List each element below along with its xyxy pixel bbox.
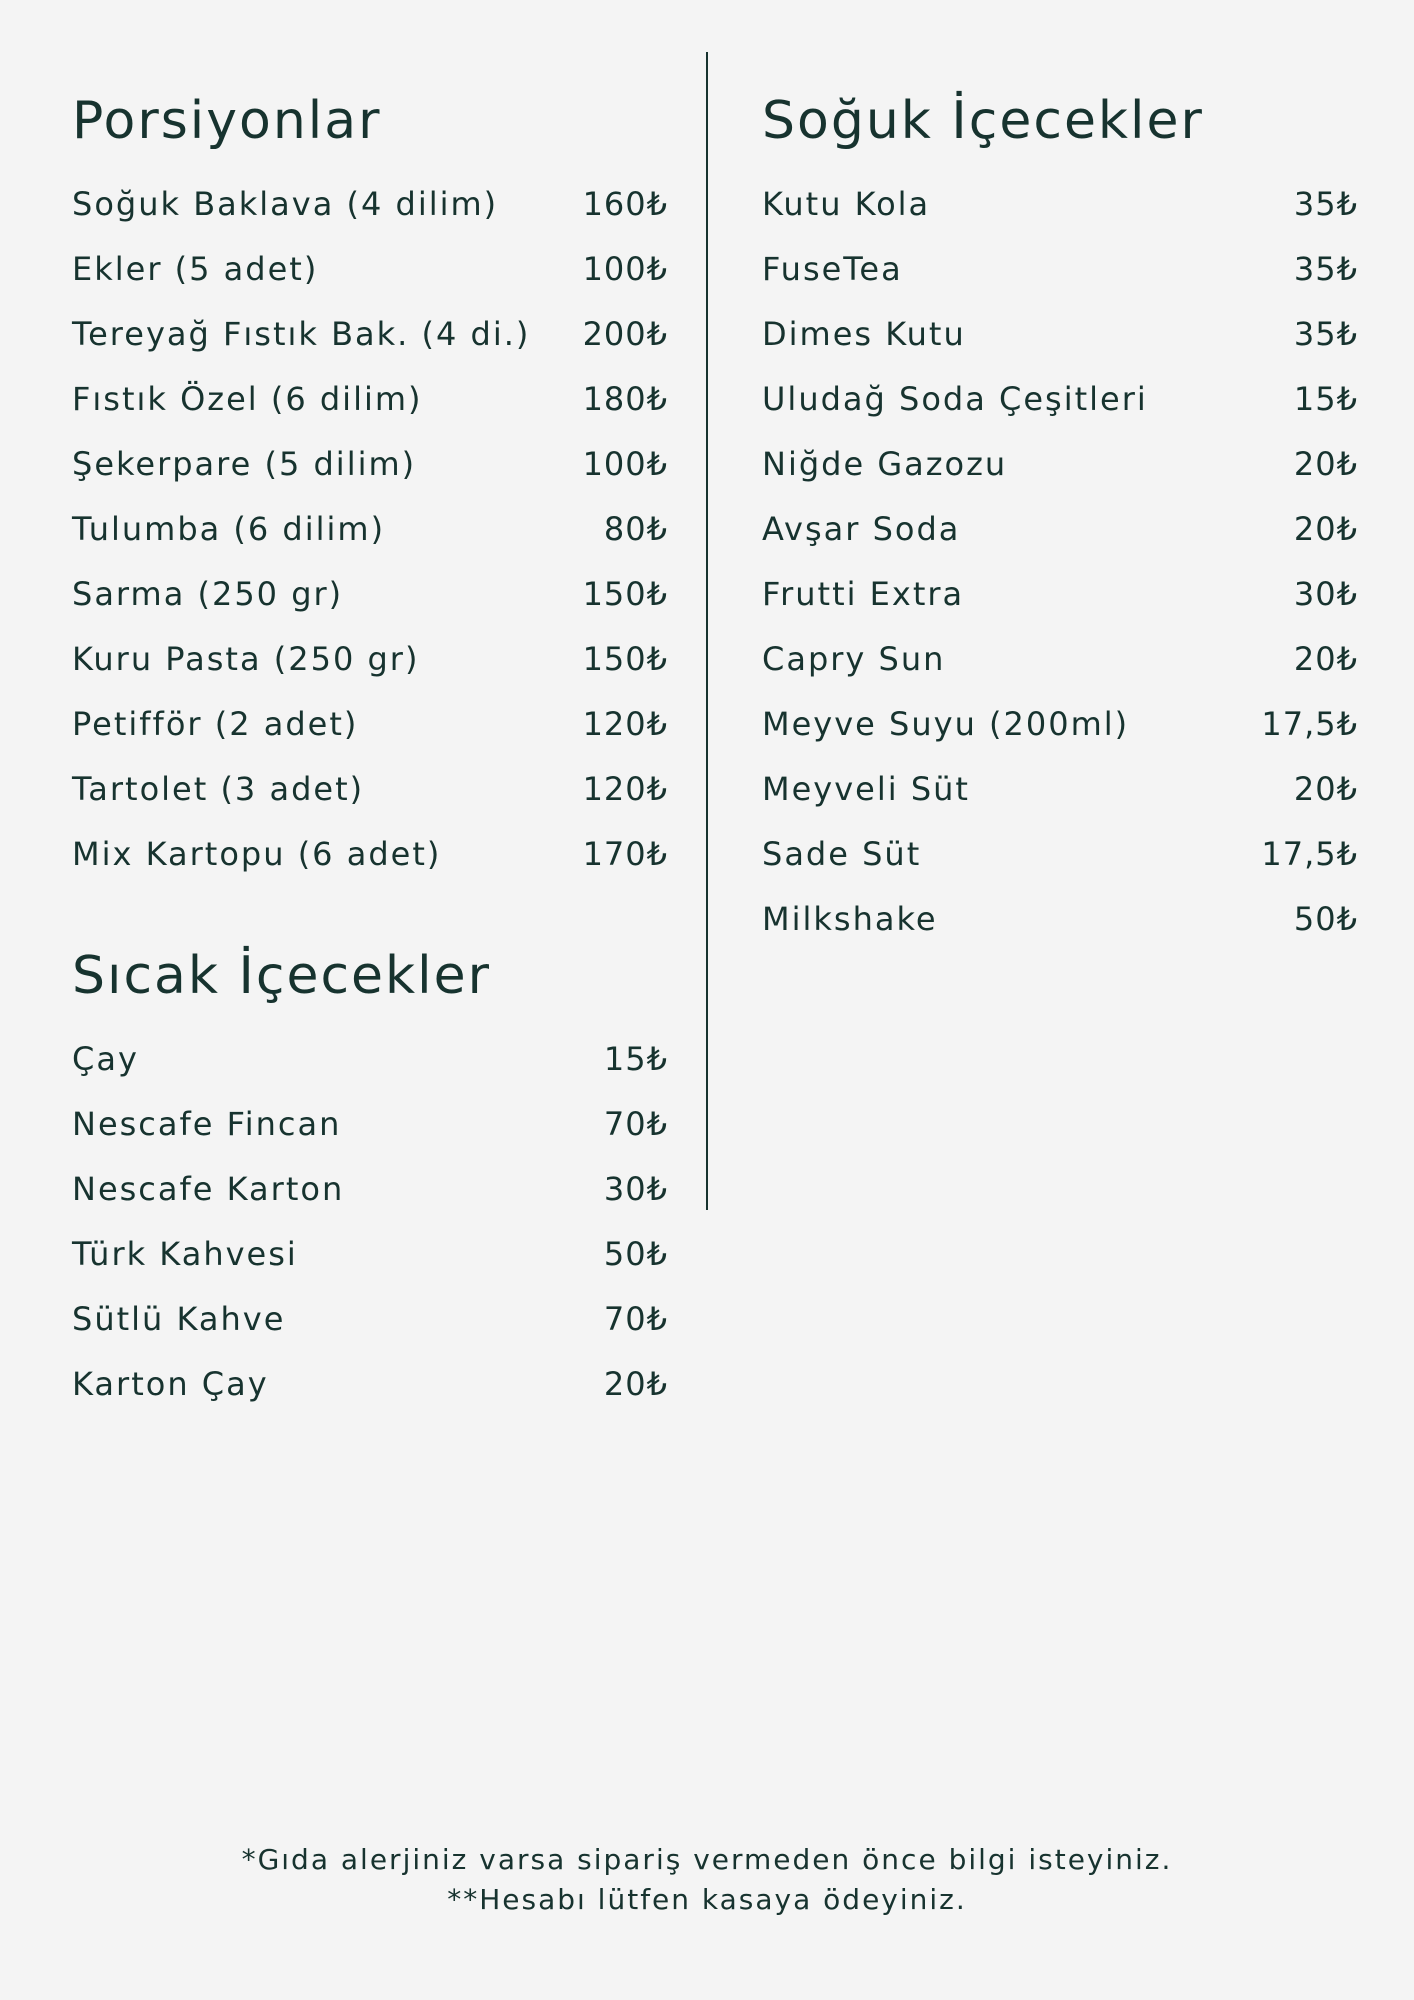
payment-note: **Hesabı lütfen kasaya ödeyiniz.: [447, 1883, 967, 1916]
menu-item: [72, 1235, 668, 1300]
item-name: Çay: [72, 1040, 139, 1078]
item-price: 15₺: [1293, 380, 1358, 418]
item-name: Karton Çay: [72, 1365, 269, 1403]
menu-item: [72, 1300, 668, 1365]
section-sicak-icecekler: [72, 946, 668, 1430]
section-title: Porsiyonlar: [72, 91, 382, 151]
menu-item: [72, 705, 668, 770]
item-name: Frutti Extra: [762, 575, 965, 613]
section-title: Sıcak İçecekler: [72, 946, 491, 1006]
item-price: 80₺: [603, 510, 668, 548]
menu-item: [762, 510, 1358, 575]
item-name: Meyve Suyu (200ml): [762, 705, 1130, 743]
section-title: Soğuk İçecekler: [762, 91, 1204, 151]
item-price: 20₺: [603, 1365, 668, 1403]
item-name: FuseTea: [762, 250, 903, 288]
menu-item: [762, 250, 1358, 315]
item-name: Ekler (5 adet): [72, 250, 319, 288]
item-name: Sade Süt: [762, 835, 922, 873]
item-name: Milkshake: [762, 900, 938, 938]
item-price: 50₺: [603, 1235, 668, 1273]
menu-list: [72, 185, 668, 900]
item-name: Tulumba (6 dilim): [72, 510, 386, 548]
column-divider: [706, 52, 708, 1210]
item-name: Petifför (2 adet): [72, 705, 359, 743]
item-price: 15₺: [603, 1040, 668, 1078]
menu-item: [762, 575, 1358, 640]
item-name: Soğuk Baklava (4 dilim): [72, 185, 499, 223]
menu-item: [762, 705, 1358, 770]
menu-item: [72, 1040, 668, 1105]
item-name: Meyveli Süt: [762, 770, 970, 808]
menu-item: [72, 185, 668, 250]
menu-item: [762, 900, 1358, 965]
item-price: 200₺: [582, 315, 668, 353]
menu-item: [762, 185, 1358, 250]
item-price: 20₺: [1293, 510, 1358, 548]
item-price: 50₺: [1293, 900, 1358, 938]
item-price: 150₺: [582, 640, 668, 678]
item-price: 35₺: [1293, 315, 1358, 353]
menu-item: [762, 315, 1358, 380]
menu-item: [762, 640, 1358, 705]
menu-item: [762, 380, 1358, 445]
item-name: Uludağ Soda Çeşitleri: [762, 380, 1148, 418]
item-price: 70₺: [603, 1300, 668, 1338]
item-name: Nescafe Fincan: [72, 1105, 342, 1143]
item-price: 20₺: [1293, 770, 1358, 808]
item-name: Kuru Pasta (250 gr): [72, 640, 420, 678]
item-name: Sütlü Kahve: [72, 1300, 286, 1338]
item-name: Kutu Kola: [762, 185, 931, 223]
item-name: Tartolet (3 adet): [72, 770, 365, 808]
item-price: 120₺: [582, 705, 668, 743]
item-price: 20₺: [1293, 445, 1358, 483]
item-price: 20₺: [1293, 640, 1358, 678]
item-price: 30₺: [603, 1170, 668, 1208]
menu-item: [72, 315, 668, 380]
item-price: 170₺: [582, 835, 668, 873]
menu-item: [72, 835, 668, 900]
item-price: 17,5₺: [1261, 835, 1358, 873]
item-price: 160₺: [582, 185, 668, 223]
item-price: 180₺: [582, 380, 668, 418]
menu-item: [72, 1105, 668, 1170]
menu-item: [72, 640, 668, 705]
item-name: Sarma (250 gr): [72, 575, 344, 613]
section-porsiyonlar: [72, 91, 668, 900]
item-price: 100₺: [582, 250, 668, 288]
menu-item: [762, 770, 1358, 835]
item-name: Şekerpare (5 dilim): [72, 445, 417, 483]
menu-list: [762, 185, 1358, 965]
item-price: 35₺: [1293, 185, 1358, 223]
item-name: Avşar Soda: [762, 510, 961, 548]
menu-item: [762, 445, 1358, 510]
menu-item: [72, 510, 668, 575]
item-name: Tereyağ Fıstık Bak. (4 di.): [72, 315, 531, 353]
menu-item: [72, 1365, 668, 1430]
item-price: 150₺: [582, 575, 668, 613]
menu-item: [72, 770, 668, 835]
item-name: Fıstık Özel (6 dilim): [72, 380, 423, 418]
menu-item: [72, 445, 668, 510]
menu-item: [72, 1170, 668, 1235]
footer-notes: [0, 1840, 1414, 1920]
menu-list: [72, 1040, 668, 1430]
item-name: Türk Kahvesi: [72, 1235, 298, 1273]
section-soguk-icecekler: [762, 91, 1358, 965]
item-price: 17,5₺: [1261, 705, 1358, 743]
item-name: Nescafe Karton: [72, 1170, 345, 1208]
menu-item: [762, 835, 1358, 900]
menu-item: [72, 575, 668, 640]
menu-item: [72, 380, 668, 445]
item-name: Capry Sun: [762, 640, 946, 678]
item-price: 70₺: [603, 1105, 668, 1143]
item-price: 35₺: [1293, 250, 1358, 288]
item-price: 30₺: [1293, 575, 1358, 613]
item-name: Niğde Gazozu: [762, 445, 1008, 483]
allergy-note: *Gıda alerjiniz varsa sipariş vermeden önce bilgi isteyiniz.: [241, 1843, 1173, 1876]
item-name: Dimes Kutu: [762, 315, 966, 353]
menu-item: [72, 250, 668, 315]
item-price: 100₺: [582, 445, 668, 483]
item-name: Mix Kartopu (6 adet): [72, 835, 442, 873]
item-price: 120₺: [582, 770, 668, 808]
